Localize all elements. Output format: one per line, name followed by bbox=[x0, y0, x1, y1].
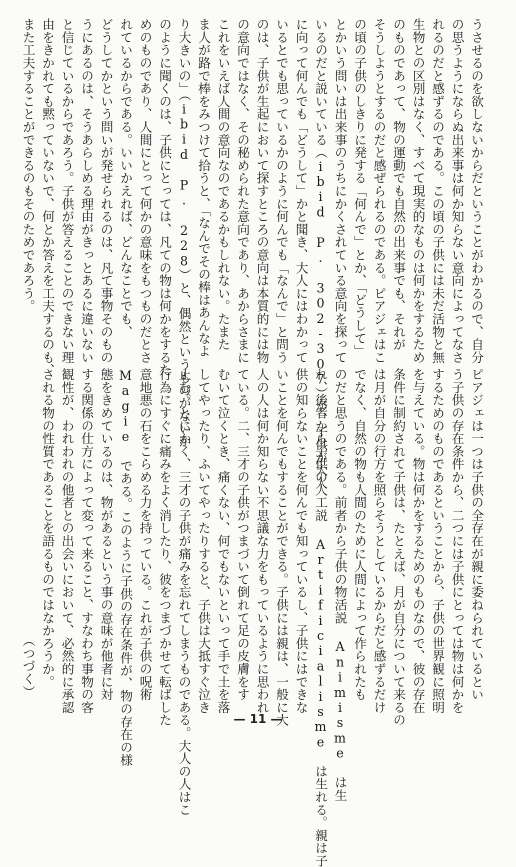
bottom-column-line: 行為にすぐに痛みをよく消したり、彼をつまづかせて転ばした bbox=[157, 368, 172, 727]
bottom-column-line: のだと思うのである。前者から子供の物活説 Animisme は生 bbox=[332, 368, 348, 802]
top-column-line: のものであって、物の運動でも自然の出来事でも、それが bbox=[391, 18, 406, 351]
top-column-line: の意向ではなく、その秘められた意向であり、あからさまに bbox=[235, 18, 250, 364]
bottom-column-line: は月が自分の行方を照らそうとしているからだと感ずるだけ bbox=[371, 368, 387, 714]
bottom-column-line: される物の性質であることを語るものではなかろうか。 bbox=[40, 368, 55, 688]
bottom-column-line: Magie である。このように子供の存在条件が、物の存在の様 bbox=[118, 368, 133, 767]
bottom-column-line: ている。二、三才の子供がつまづいて倒れて足の皮膚をす bbox=[235, 368, 250, 701]
bottom-column-line: でなく、自然の物も人間のために人間によって作られたも bbox=[352, 368, 367, 701]
bottom-column-line: う子供の存在条件から、二つには子供にとっては物は何かを bbox=[449, 368, 465, 714]
top-column-line: のは、子供が生起において探すところの意向は本質的には物 bbox=[254, 18, 270, 364]
top-column-line: 由をきかれても黙っていないで、何とか答えを工夫するのも、 bbox=[40, 18, 55, 377]
top-column-line: の頃の子供のしきりに発する「何んで」とか、「どうして」 bbox=[352, 18, 367, 358]
bottom-column-line: 供の知らないことを何んでも知っているし、子供にはできな bbox=[293, 368, 309, 714]
top-column-line: うにあるのは、そうあらしめる理由がきっとあるに違いない bbox=[79, 18, 94, 364]
bottom-column-line: ピアジェは一つは子供の全存在が親に委ねられているとい bbox=[469, 368, 484, 701]
top-column-line: と信じているからであろう。子供が答えることのできない理 bbox=[59, 18, 75, 364]
top-column-line: いるのだと説いている（ibid P. 302-307）が、子供が大人 bbox=[313, 18, 328, 490]
top-column-line: 生物との区別はなく、すべて現実的なものは何かをするため bbox=[410, 18, 426, 364]
top-column-line: めのものであり、人間にとって何かの意味をもつものだとさ bbox=[137, 18, 153, 364]
top-column-line: これをいえば人間の意向なのであるかもしれない。たまた bbox=[215, 18, 231, 351]
bottom-column-line: する関係の仕方によって変って来ること、すなわち事物の客 bbox=[79, 368, 94, 714]
bottom-column-line: 止む。とにかく、三才の子供が痛みを忘れてしまうものである。大人の人はこ bbox=[176, 368, 192, 816]
bottom-column-line: してやったり、ふいてやったりすると、子供は大抵すぐ泣き bbox=[196, 368, 211, 714]
bottom-column-line: 意地悪の石をこらめる力を持っている。これが子供の呪術 bbox=[137, 368, 153, 701]
bottom-column-line: いことを何んでもすることができる。子供には親は、一般に大 bbox=[274, 368, 289, 727]
bottom-column-line: むいて泣くとき、痛くない、何でもないといって手で土を落 bbox=[215, 368, 231, 714]
top-column-line: ま人が路で棒をみつけて拾うと、「なんでその棒はあんなよ bbox=[196, 18, 211, 358]
page-number: — 11 — bbox=[233, 712, 283, 726]
bottom-column-line: 人の人は何か知らない不思議な力をもっているように思われ bbox=[254, 368, 270, 714]
continued-label: （つづく） bbox=[20, 634, 36, 698]
top-column-line: うさせるのを欲しないからだということがわかるので、自分 bbox=[469, 18, 484, 364]
top-column-line: とかいう問いは出来事のうちにかくされている意向を探って bbox=[332, 18, 348, 364]
top-column-line: のように聞くのは、子供にとっては、凡ての物は何かをするた bbox=[157, 18, 172, 377]
top-text-column-block bbox=[20, 18, 486, 490]
top-column-line: り大きいの」（ibid P. 228）と、偶然というものがないか bbox=[176, 18, 192, 448]
bottom-column-line: するためのものであるということから、子供の世界観に照明 bbox=[430, 368, 445, 714]
top-column-line: また工夫することができるのもそのためであろう。 bbox=[20, 18, 36, 313]
bottom-column-line: れ、後者から子供の人工説 Artificialisme は生れる。親は子 bbox=[313, 368, 328, 867]
top-column-line: の思うようにならぬ出来事は何か知らない意向によってなさ bbox=[449, 18, 465, 364]
top-column-line: れているからである。いいかえれば、どんなことでも、 bbox=[118, 18, 133, 338]
bottom-column-line: 態をきめているのは、物があるという事の意味が他者に対 bbox=[98, 368, 114, 701]
bottom-column-line: 条件に制約されて子供は、たとえば、月が自分について来るの bbox=[391, 368, 406, 727]
bottom-column-line: を与えている。物は何かをするためのものなので、彼の存在 bbox=[410, 368, 426, 714]
bottom-column-line: 観性が、われわれの他者との出会いにおいて、必然的に承認 bbox=[59, 368, 75, 714]
top-column-line: どうしてかという問いが発せられるのは、凡て事物そのもの bbox=[98, 18, 114, 364]
top-column-line: れるのだと感ずるのである。この頃の子供には未だ活物と無 bbox=[430, 18, 445, 364]
top-column-line: いるとでも思っているかのように何んでも「なんで」と問う bbox=[274, 18, 289, 364]
top-column-line: に向って何んでも「どうして」かと聞き、大人にはわかって bbox=[293, 18, 309, 364]
top-column-line: そうしようとするのだと感ぜられるのである。ピアジェはこ bbox=[371, 18, 387, 364]
